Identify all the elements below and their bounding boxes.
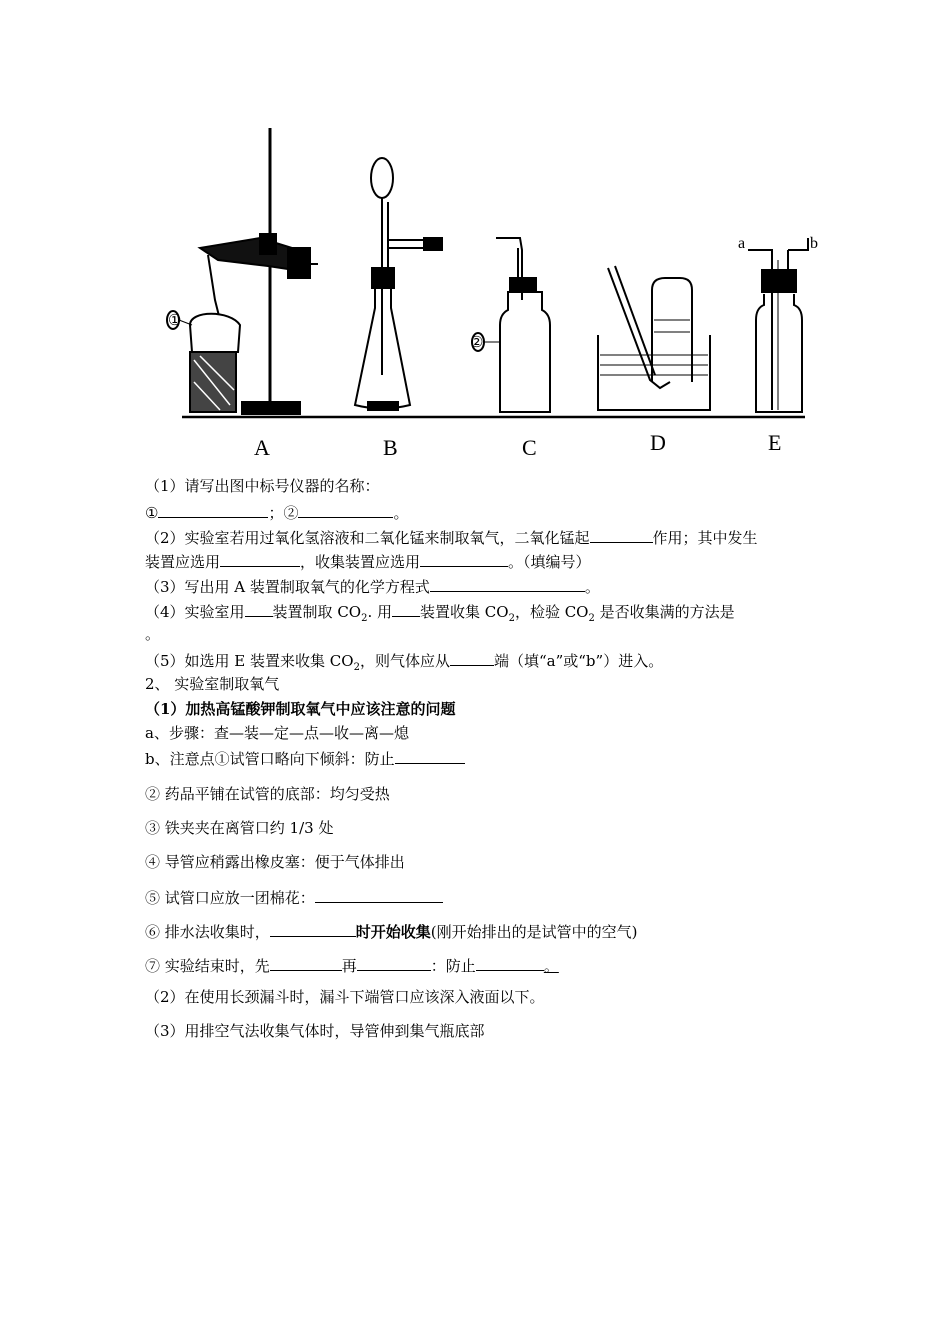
q4-text-b: 装置制取 CO <box>272 603 362 621</box>
apparatus-a <box>167 128 318 414</box>
q4-text-e: ，检验 CO <box>514 603 589 621</box>
q4-line-2: 。 <box>145 625 161 643</box>
note-7-text-a: ⑦ 实验结束时，先 <box>145 957 270 975</box>
note-5-line <box>145 886 443 908</box>
note-6-line <box>145 920 638 942</box>
q2-text-d: ，收集装置应选用 <box>300 553 421 571</box>
q4-line <box>145 600 735 629</box>
port-a-label: a <box>738 235 746 252</box>
label-d: D <box>650 430 666 455</box>
blank-instrument-2[interactable] <box>298 501 393 518</box>
note-3-line: ③ 铁夹夹在离管口约 1/3 处 <box>145 819 334 837</box>
q3-line <box>145 575 600 597</box>
note-1-line <box>145 747 465 769</box>
marker-2-label: ② <box>470 333 484 351</box>
blank-equation[interactable] <box>430 575 585 592</box>
note-7-text-b: 再 <box>341 957 357 975</box>
sub-2: 2 <box>508 613 515 624</box>
blank-port[interactable] <box>450 649 494 666</box>
sub-2: 2 <box>361 613 368 624</box>
q2-line-1 <box>145 526 758 548</box>
note-7-period: 。 <box>543 957 559 975</box>
note-7-line <box>145 954 559 976</box>
blank-note-7-first[interactable] <box>270 954 342 971</box>
q3-period: 。 <box>584 578 600 596</box>
note-6-text-a: ⑥ 排水法收集时， <box>145 923 270 941</box>
q1-answer-line <box>145 501 408 523</box>
marker-1-label: ① <box>168 311 182 329</box>
q4-text-a: （4）实验室用 <box>145 603 245 621</box>
q5-text-c: 端（填“a”或“b”）进入。 <box>493 652 664 670</box>
blank-instrument-1[interactable] <box>158 501 268 518</box>
q3-text: （3）写出用 A 装置制取氧气的化学方程式 <box>145 578 430 596</box>
q2-line-2 <box>145 550 591 572</box>
blank-co2-collector[interactable] <box>392 600 420 617</box>
sub-2: 2 <box>353 662 360 673</box>
steps-line: a、步骤：查—装—定—点—收—离—熄 <box>145 724 409 742</box>
label-e: E <box>768 430 782 455</box>
apparatus-c <box>472 238 550 412</box>
q4-text-d: 装置收集 CO <box>420 603 509 621</box>
q1-prompt: （1）请写出图中标号仪器的名称： <box>145 477 380 495</box>
subsection-1-heading: （1）加热高锰酸钾制取氧气中应该注意的问题 <box>145 700 456 718</box>
apparatus-b <box>355 158 442 410</box>
label-c: C <box>522 435 537 460</box>
q5-text-b: ，则气体应从 <box>359 652 450 670</box>
blank-co2-generator[interactable] <box>245 600 273 617</box>
apparatus-d <box>598 266 710 410</box>
q4-text-c: . 用 <box>367 603 393 621</box>
q2-text-a: （2）实验室若用过氧化氢溶液和二氧化锰来制取氧气，二氧化锰起 <box>145 529 590 547</box>
note-1-text: b、注意点①试管口略向下倾斜：防止 <box>145 750 395 768</box>
blank-mno2-role[interactable] <box>590 526 653 543</box>
note-7-text-c: ：防止 <box>430 957 476 975</box>
blank-note-7-then[interactable] <box>357 954 431 971</box>
port-b-label: b <box>810 235 818 252</box>
blank-note-6[interactable] <box>270 920 356 937</box>
blank-note-1[interactable] <box>395 747 465 764</box>
note-4-line: ④ 导管应稍露出橡皮塞：便于气体排出 <box>145 853 405 871</box>
circle-1: ① <box>145 504 159 522</box>
label-a: A <box>254 435 270 460</box>
separator-2: ；② <box>268 504 299 522</box>
blank-note-5[interactable] <box>315 886 443 903</box>
q5-text-a: （5）如选用 E 装置来收集 CO <box>145 652 354 670</box>
q4-text-f: 是否收集满的方法是 <box>594 603 735 621</box>
note-6-bold: 时开始收集 <box>355 923 431 941</box>
label-b: B <box>383 435 398 460</box>
sub-2: 2 <box>588 613 595 624</box>
section-2-heading: 2、 实验室制取氧气 <box>145 675 280 693</box>
note-6-paren: (刚开始排出的是试管中的空气) <box>430 923 638 941</box>
blank-note-7-prevent[interactable] <box>476 954 544 971</box>
q2-text-b: 作用；其中发生 <box>652 529 758 547</box>
note-5-text: ⑤ 试管口应放一团棉花： <box>145 889 315 907</box>
apparatus-figure <box>160 120 820 465</box>
note-2-line: ② 药品平铺在试管的底部：均匀受热 <box>145 785 390 803</box>
blank-collector[interactable] <box>420 550 508 567</box>
apparatus-e <box>748 238 808 412</box>
subsection-3-line: （3）用排空气法收集气体时，导管伸到集气瓶底部 <box>145 1022 485 1040</box>
subsection-2-line: （2）在使用长颈漏斗时，漏斗下端管口应该深入液面以下。 <box>145 988 545 1006</box>
q2-text-e: 。（填编号） <box>508 553 591 571</box>
period: 。 <box>393 504 409 522</box>
q2-text-c: 装置应选用 <box>145 553 221 571</box>
blank-generator[interactable] <box>220 550 300 567</box>
